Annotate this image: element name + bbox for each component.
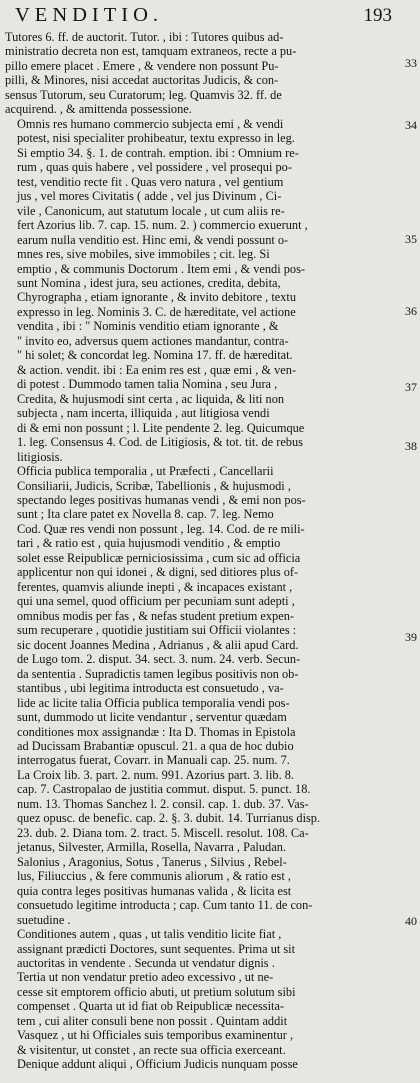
- text-line: 1. leg. Consensus 4. Cod. de Litigiosis, & tot. tit. de rebus: [17, 435, 303, 450]
- text-line: Tutores 6. ff. de auctorit. Tutor. , ibi : Tutores quibus ad-: [5, 30, 284, 44]
- text-line: di potest . Dummodo tamen talia Nomina , seu Jura ,: [17, 377, 278, 392]
- text-line: quia contra leges positivas humanas valida , & licita est: [17, 883, 292, 898]
- text-line: conditiones mox assignandæ : Ita D. Thomas in Epistola: [17, 724, 296, 739]
- paragraph: [5, 927, 400, 1072]
- text-line: ministratio decreta non est, tamquam extraneos, recte a pu-: [5, 44, 297, 59]
- page-number: 193: [363, 5, 392, 26]
- page-header: [5, 4, 400, 30]
- text-line: sunt Nomina , idest jura, seu actiones, credita, debita,: [17, 275, 281, 290]
- text-line: acquirend. , & amittenda possessione.: [5, 102, 192, 117]
- margin-number: 33: [405, 56, 417, 70]
- paragraph: [5, 30, 400, 117]
- text-line: rum , quas quis habere , vel possidere , vel prosequi po-: [17, 160, 292, 175]
- margin-number: 37: [405, 380, 417, 394]
- margin-number: 38: [405, 439, 417, 453]
- text-line: ferentes, quamvis aliunde inepti , & incapaces existant ,: [17, 579, 293, 594]
- text-line: da sententia . Supradictis tamen legibus positivis non ob-: [17, 666, 299, 681]
- text-line: Consiliarii, Judicis, Scribæ, Tabellionis , & hujusmodi ,: [17, 478, 291, 493]
- text-line: omnibus modis per fas , & nefas student pretium expen-: [17, 608, 294, 623]
- text-line: potest, nisi specialiter prohibeatur, textu expresso in leg.: [17, 131, 295, 146]
- paragraph: [5, 464, 400, 927]
- text-line: tem , cui aliter consuli bene non possit . Quintam addit: [17, 1013, 288, 1028]
- text-line: compenset . Quarta ut id fiat ob Reipublicæ necessita-: [17, 999, 285, 1014]
- text-line: cesse sit emptorem officio abuti, ut pretium solutum sibi: [17, 984, 296, 999]
- text-line: " invito eo, adversus quem actiones mandantur, contra-: [17, 333, 289, 348]
- text-line: num. 13. Thomas Sanchez l. 2. consil. cap. 1. dub. 37. Vas-: [17, 796, 309, 811]
- text-line: Chyrographa , etiam ignorante , & invito debitore , textu: [17, 290, 297, 305]
- text-line: lus, Filiuccius , & fere communis aliorum , & ratio est ,: [17, 869, 291, 884]
- text-line: qui una semel, quod officium per pecuniam sunt adepti ,: [17, 594, 295, 609]
- margin-number: 36: [405, 304, 417, 318]
- text-line: fert Azorius lib. 7. cap. 15. num. 2. ) commercio exuerunt ,: [17, 218, 308, 233]
- text-line: Tertia ut non vendatur pretio adeo excessivo , ut ne-: [17, 970, 274, 985]
- text-line: applicentur non qui idonei , & digni, sed ditiores plus of-: [17, 565, 299, 580]
- text-line: consuetudo legitime introducta ; cap. Cum tanto 11. de con-: [17, 898, 313, 913]
- running-head: VENDITIO.: [15, 4, 164, 26]
- text-line: test, venditio recte fit . Quas vero natura , vel gentium: [17, 174, 284, 189]
- text-line: ad Ducissam Brabantiæ opuscul. 21. a qua de hoc dubio: [17, 738, 294, 753]
- text-line: sum recuperare , quotidie justitiam sui Officii violantes :: [17, 623, 297, 638]
- text-line: jetanus, Silvester, Armilla, Rosella, Navarra , Paludan.: [17, 840, 286, 855]
- text-line: sic docent Joannes Medina , Adrianus , & alii apud Card.: [17, 637, 299, 652]
- text-line: sunt, dummodo ut licite vendantur , serventur quædam: [17, 710, 287, 725]
- text-line: jus , vel mores Civitatis ( adde , vel jus Divinum , Ci-: [17, 189, 282, 204]
- text-line: cap. 7. Castropalao de justitia commut. disput. 5. punct. 18.: [17, 782, 311, 797]
- text-line: sensus Tutorum, seu Curatorum; leg. Quamvis 32. ff. de: [5, 87, 282, 102]
- text-line: assignant prædicti Doctores, sunt sequentes. Prima ut sit: [17, 941, 296, 956]
- text-line: emptio , & communis Doctorum . Item emi , & vendi pos-: [17, 261, 305, 276]
- text-line: tari , & ratio est , quia hujusmodi venditio , & emptio: [17, 536, 281, 551]
- text-line: de Lugo tom. 2. disput. 34. sect. 3. num. 24. verb. Secun-: [17, 652, 301, 667]
- text-line: subjecta , nam incerta, illiquida , aut litigiosa vendi: [17, 406, 270, 421]
- text-line: & visitentur, ut constet , an recte sua officia exerceant.: [17, 1042, 286, 1057]
- text-line: quez opusc. de benefic. cap. 2. §. 3. dubit. 14. Turrianus disp.: [17, 811, 321, 826]
- text-line: Denique addunt aliqui , Officium Judicis nunquam posse: [17, 1057, 298, 1072]
- text-line: vile , Canonicum, aut statutum locale , ut cum aliis re-: [17, 203, 285, 218]
- text-line: spectando leges positivas humanas vendi , & emi non pos-: [17, 493, 306, 507]
- text-line: stantibus , ubi legitima introducta est consuetudo , va-: [17, 681, 284, 696]
- text-line: expresso in leg. Nominis 3. C. de hæreditate, vel actione: [17, 304, 296, 319]
- text-line: solet esse Reipublicæ perniciosissima , cum sic ad officia: [17, 550, 301, 565]
- text-line: auctoritas in vendente . Secunda ut vendatur dignis .: [17, 956, 275, 970]
- text-line: Conditiones autem , quas , ut talis venditio licite fiat ,: [17, 927, 282, 942]
- text-line: " hi solet; & concordat leg. Nomina 17. ff. de hæreditat.: [17, 348, 293, 363]
- text-line: & action. vendit. ibi : Ea enim res est , quæ emi , & ven-: [17, 362, 297, 377]
- text-line: Cod. Quæ res vendi non possunt , leg. 14. Cod. de re mili-: [17, 521, 305, 536]
- text-line: Salonius , Aragonius, Sotus , Tanerus , Silvius , Rebel-: [17, 854, 287, 869]
- text-line: Officia publica temporalia , ut Præfecti , Cancellarii: [17, 464, 274, 479]
- text-line: earum nulla venditio est. Hinc emi, & vendi possunt o-: [17, 232, 289, 247]
- text-line: lide ac licite talia Officia publica temporalia vendi pos-: [17, 695, 290, 710]
- text-line: interrogatus fuerat, Covarr. in Manuali cap. 25. num. 7.: [17, 753, 290, 768]
- text-line: Omnis res humano commercio subjecta emi , & vendi: [17, 116, 284, 131]
- margin-number: 34: [405, 118, 417, 132]
- text-line: Credita, & hujusmodi sint certa , ac liquida, & liti non: [17, 391, 285, 406]
- margin-number: 40: [405, 914, 417, 928]
- margin-number: 39: [405, 630, 417, 644]
- paragraph: [5, 117, 400, 464]
- text-line: sunt ; Ita clare patet ex Novella 8. cap. 7. leg. Nemo: [17, 507, 274, 522]
- text-column: [5, 30, 400, 1072]
- text-line: litigiosis.: [17, 449, 63, 464]
- text-line: Si emptio 34. §. 1. de contrah. emption. ibi : Omnium re-: [17, 145, 299, 160]
- text-line: pillo emere placet . Emere , & vendere non possunt Pu-: [5, 58, 279, 73]
- text-line: Vasquez , ut hi Officiales suis temporibus examinentur ,: [17, 1028, 294, 1043]
- text-line: suetudine .: [17, 912, 71, 927]
- text-line: vendita , ibi : " Nominis venditio etiam ignorante , &: [17, 319, 279, 334]
- text-line: mnes res, sive mobiles, sive immobiles ; cit. leg. Si: [17, 247, 270, 262]
- text-line: 23. dub. 2. Diana tom. 2. tract. 5. Miscell. resolut. 108. Ca-: [17, 825, 309, 840]
- text-line: di & emi non possunt ; l. Lite pendente 2. leg. Quicumque: [17, 420, 305, 435]
- text-line: pilli, & Minores, nisi accedat auctoritas Judicis, & con-: [5, 73, 279, 88]
- margin-number: 35: [405, 232, 417, 246]
- text-line: La Croix lib. 3. part. 2. num. 991. Azorius part. 3. lib. 8.: [17, 767, 295, 782]
